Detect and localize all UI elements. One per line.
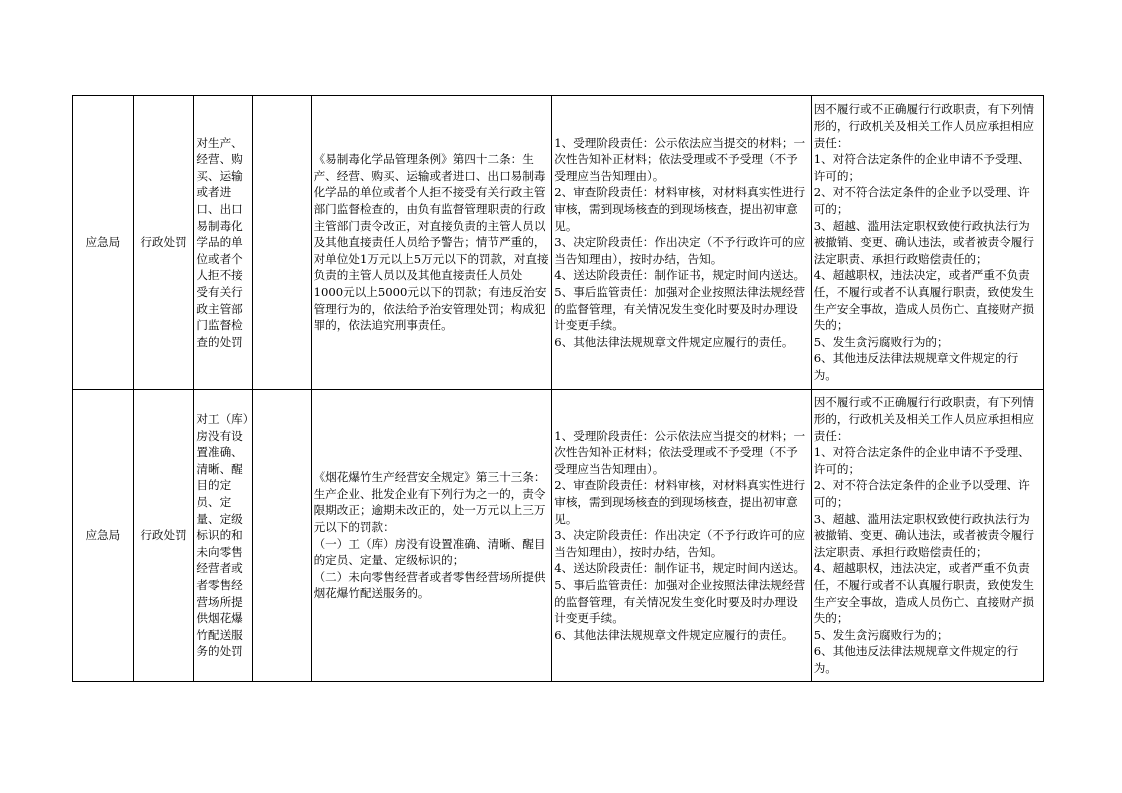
sub-item-cell: [252, 96, 311, 390]
legal-basis-cell: 《烟花爆竹生产经营安全规定》第三十三条： 生产企业、批发企业有下列行为之一的，责令限期改正；逾期未改正的，处一万元以上三万元以下的罚款： （一）工（库）房没有设置准确、清晰、醒目的定员、定量、定级标识的； （二）未向零售经营者或者零售经营场所提供烟花爆竹配送服务的。: [311, 390, 552, 682]
department-cell: 应急局: [73, 390, 134, 682]
table-row: [73, 96, 1044, 390]
accountability-cell: 因不履行或不正确履行行政职责，有下列情形的，行政机关及相关工作人员应承担相应责任： 1、对符合法定条件的企业申请不予受理、许可的； 2、对不符合法定条件的企业予以受理、许可的； 3、超越、滥用法定职权致使行政执法行为被撤销、变更、确认违法，或者被责令履行法定职责、承担行政赔偿责任的； 4、超越职权，违法决定，或者严重不负责任，不履行或者不认真履行职责，致使发生生产安全事故，造成人员伤亡、直接财产损失的； 5、发生贪污腐败行为的； 6、其他违反法律法规规章文件规定的行为。: [811, 96, 1043, 390]
category-cell: 行政处罚: [133, 96, 194, 390]
legal-basis-cell: 《易制毒化学品管理条例》第四十二条：生产、经营、购买、运输或者进口、出口易制毒化学品的单位或者个人拒不接受有关行政主管部门监督检查的，由负有监督管理职责的行政主管部门责令改正，对直接负责的主管人员以及其他直接责任人员给予警告；情节严重的，对单位处1万元以上5万元以下的罚款，对直接负责的主管人员以及其他直接责任人员处1000元以上5000元以下的罚款；有违反治安管理行为的，依法给予治安管理处罚；构成犯罪的，依法追究刑事责任。: [311, 96, 552, 390]
duty-stages-cell: 1、受理阶段责任：公示依法应当提交的材料；一次性告知补正材料；依法受理或不予受理（不予受理应当告知理由）。 2、审查阶段责任：材料审核，对材料真实性进行审核，需到现场核查的到现场核查，提出初审意见。 3、决定阶段责任：作出决定（不予行政许可的应当告知理由），按时办结，告知。 4、送达阶段责任：制作证书，规定时间内送达。 5、事后监管责任：加强对企业按照法律法规经营的监督管理，有关情况发生变化时要及时办理设计变更手续。 6、其他法律法规规章文件规定应履行的责任。: [552, 390, 811, 682]
table-row: [73, 390, 1044, 682]
sub-item-cell: [252, 390, 311, 682]
item-name-cell: 对生产、经营、购买、运输或者进口、出口易制毒化学品的单位或者个人拒不接受有关行政主管部门监督检查的处罚: [194, 96, 253, 390]
department-cell: 应急局: [73, 96, 134, 390]
category-cell: 行政处罚: [133, 390, 194, 682]
accountability-cell: 因不履行或不正确履行行政职责，有下列情形的，行政机关及相关工作人员应承担相应责任： 1、对符合法定条件的企业申请不予受理、许可的； 2、对不符合法定条件的企业予以受理、许可的； 3、超越、滥用法定职权致使行政执法行为被撤销、变更、确认违法，或者被责令履行法定职责、承担行政赔偿责任的； 4、超越职权，违法决定，或者严重不负责任，不履行或者不认真履行职责，致使发生生产安全事故，造成人员伤亡、直接财产损失的； 5、发生贪污腐败行为的； 6、其他违反法律法规规章文件规定的行为。: [811, 390, 1043, 682]
duty-stages-cell: 1、受理阶段责任：公示依法应当提交的材料；一次性告知补正材料；依法受理或不予受理（不予受理应当告知理由）。 2、审查阶段责任：材料审核，对材料真实性进行审核，需到现场核查的到现场核查，提出初审意见。 3、决定阶段责任：作出决定（不予行政许可的应当告知理由），按时办结，告知。 4、送达阶段责任：制作证书，规定时间内送达。 5、事后监管责任：加强对企业按照法律法规经营的监督管理，有关情况发生变化时要及时办理设计变更手续。 6、其他法律法规规章文件规定应履行的责任。: [552, 96, 811, 390]
item-name-cell: 对工（库）房没有设置准确、清晰、醒目的定员、定量、定级标识的和未向零售经营者或者零售经营场所提供烟花爆竹配送服务的处罚: [194, 390, 253, 682]
duty-list-table: [72, 95, 1044, 682]
